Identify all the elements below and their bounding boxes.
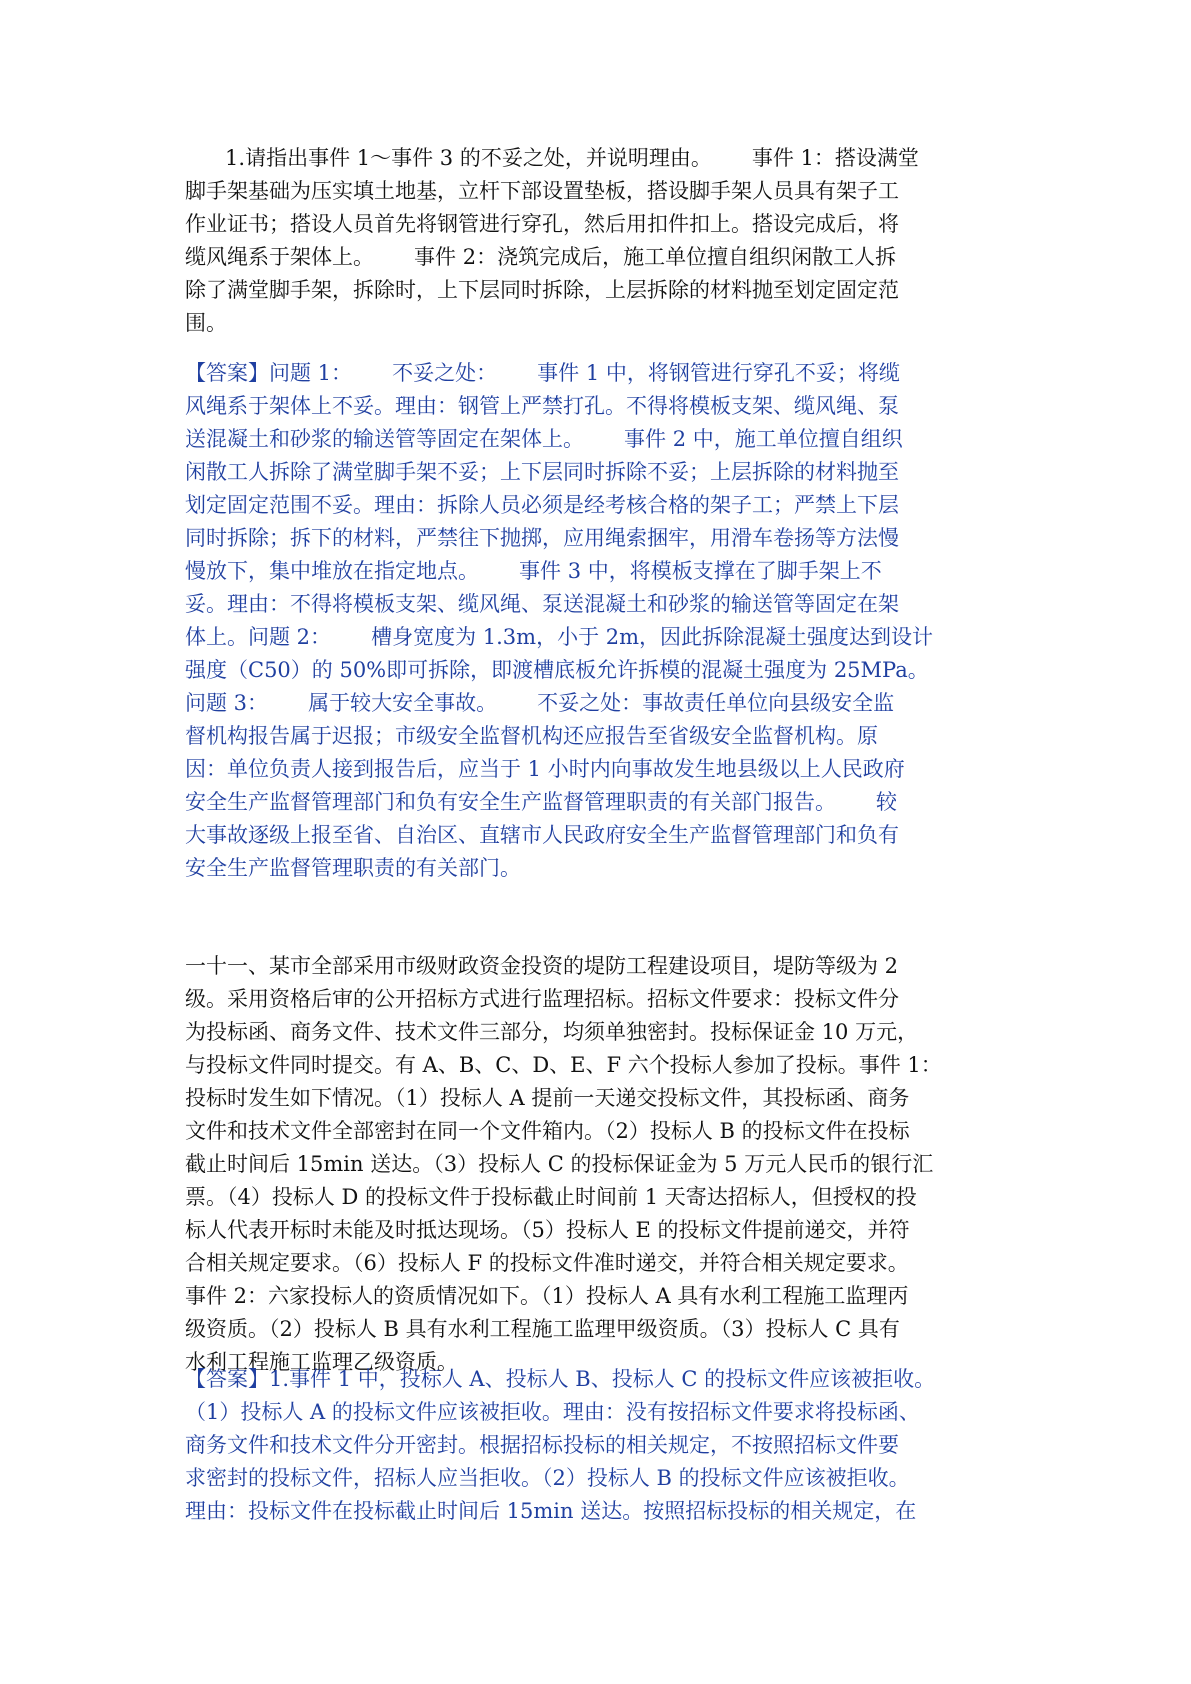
answer-1-line: 体上。问题 2： 槽身宽度为 1.3m，小于 2m，因此拆除混凝土强度达到设计	[185, 625, 934, 649]
question-11-line: 为投标函、商务文件、技术文件三部分，均须单独密封。投标保证金 10 万元，	[185, 1020, 919, 1044]
question-11-line: 水利工程施工监理乙级资质。	[185, 1350, 458, 1374]
answer-1-line: 问题 3： 属于较大安全事故。 不妥之处：事故责任单位向县级安全监	[185, 691, 895, 715]
question-1-line: 除了满堂脚手架，拆除时，上下层同时拆除，上层拆除的材料抛至划定固定范	[185, 278, 899, 302]
answer-11-line: 求密封的投标文件，招标人应当拒收。（2）投标人 B 的投标文件应该被拒收。	[185, 1466, 910, 1490]
answer-label: 【答案】	[185, 1367, 269, 1391]
question-11-line: 标人代表开标时未能及时抵达现场。（5）投标人 E 的投标文件提前递交，并符	[185, 1218, 910, 1242]
answer-1-line: 强度（C50）的 50%即可拆除，即渡槽底板允许拆模的混凝土强度为 25MPa。	[185, 658, 929, 682]
answer-1-line: 安全生产监督管理职责的有关部门。	[185, 856, 521, 880]
answer-1-line	[185, 357, 1015, 390]
question-1-line: 缆风绳系于架体上。 事件 2：浇筑完成后，施工单位擅自组织闲散工人拆	[185, 245, 897, 269]
answer-1-line: 安全生产监督管理部门和负有安全生产监督管理职责的有关部门报告。 较	[185, 790, 898, 814]
question-11-line: 级。采用资格后审的公开招标方式进行监理招标。招标文件要求：投标文件分	[185, 987, 899, 1011]
answer-11	[185, 1363, 1015, 1528]
answer-1-line: 慢放下，集中堆放在指定地点。 事件 3 中，将模板支撑在了脚手架上不	[185, 559, 882, 583]
answer-1-line: 妥。理由：不得将模板支架、缆风绳、泵送混凝土和砂浆的输送管等固定在架	[185, 592, 899, 616]
answer-11-line: 理由：投标文件在投标截止时间后 15min 送达。按照招标投标的相关规定，在	[185, 1499, 917, 1523]
question-11-line: 文件和技术文件全部密封在同一个文件箱内。（2）投标人 B 的投标文件在投标	[185, 1119, 910, 1143]
answer-11-line	[185, 1363, 1015, 1396]
question-11-line: 票。（4）投标人 D 的投标文件于投标截止时间前 1 天寄达招标人，但授权的投	[185, 1185, 917, 1209]
answer-11-text: 1.事件 1 中，投标人 A、投标人 B、投标人 C 的投标文件应该被拒收。	[269, 1367, 936, 1391]
question-1-line: 1.请指出事件 1～事件 3 的不妥之处，并说明理由。 事件 1：搭设满堂	[185, 146, 919, 170]
question-11-line: 一十一、某市全部采用市级财政资金投资的堤防工程建设项目，堤防等级为 2	[185, 954, 899, 978]
answer-1-line: 风绳系于架体上不妥。理由：钢管上严禁打孔。不得将模板支架、缆风绳、泵	[185, 394, 899, 418]
question-11-line: 截止时间后 15min 送达。（3）投标人 C 的投标保证金为 5 万元人民币的银行汇	[185, 1152, 934, 1176]
answer-1	[185, 357, 1015, 885]
answer-label: 【答案】	[185, 361, 269, 385]
question-1-line: 围。	[185, 311, 227, 335]
answer-11-line: 商务文件和技术文件分开密封。根据招标投标的相关规定，不按照招标文件要	[185, 1433, 899, 1457]
question-11-line: 级资质。（2）投标人 B 具有水利工程施工监理甲级资质。（3）投标人 C 具有	[185, 1317, 900, 1341]
question-11	[185, 950, 1015, 1379]
question-1-line: 作业证书；搭设人员首先将钢管进行穿孔，然后用扣件扣上。搭设完成后，将	[185, 212, 899, 236]
answer-1-line: 同时拆除；拆下的材料，严禁往下抛掷，应用绳索捆牢，用滑车卷扬等方法慢	[185, 526, 899, 550]
answer-1-line: 送混凝土和砂浆的输送管等固定在架体上。 事件 2 中，施工单位擅自组织	[185, 427, 903, 451]
answer-11-line: （1）投标人 A 的投标文件应该被拒收。理由：没有按招标文件要求将投标函、	[185, 1400, 920, 1424]
question-1	[185, 142, 1015, 340]
question-1-line: 脚手架基础为压实填土地基，立杆下部设置垫板，搭设脚手架人员具有架子工	[185, 179, 899, 203]
answer-1-line: 督机构报告属于迟报；市级安全监督机构还应报告至省级安全监督机构。原	[185, 724, 878, 748]
answer-1-line: 大事故逐级上报至省、自治区、直辖市人民政府安全生产监督管理部门和负有	[185, 823, 899, 847]
question-11-line: 投标时发生如下情况。（1）投标人 A 提前一天递交投标文件，其投标函、商务	[185, 1086, 910, 1110]
question-11-line: 与投标文件同时提交。有 A、B、C、D、E、F 六个投标人参加了投标。事件 1：	[185, 1053, 942, 1077]
answer-1-line: 因：单位负责人接到报告后，应当于 1 小时内向事故发生地县级以上人民政府	[185, 757, 905, 781]
answer-1-line: 闲散工人拆除了满堂脚手架不妥；上下层同时拆除不妥；上层拆除的材料抛至	[185, 460, 899, 484]
answer-1-line: 划定固定范围不妥。理由：拆除人员必须是经考核合格的架子工；严禁上下层	[185, 493, 899, 517]
question-11-line: 合相关规定要求。（6）投标人 F 的投标文件准时递交，并符合相关规定要求。	[185, 1251, 909, 1275]
answer-1-text: 问题 1： 不妥之处： 事件 1 中，将钢管进行穿孔不妥；将缆	[269, 361, 900, 385]
question-11-line: 事件 2：六家投标人的资质情况如下。（1）投标人 A 具有水利工程施工监理丙	[185, 1284, 909, 1308]
